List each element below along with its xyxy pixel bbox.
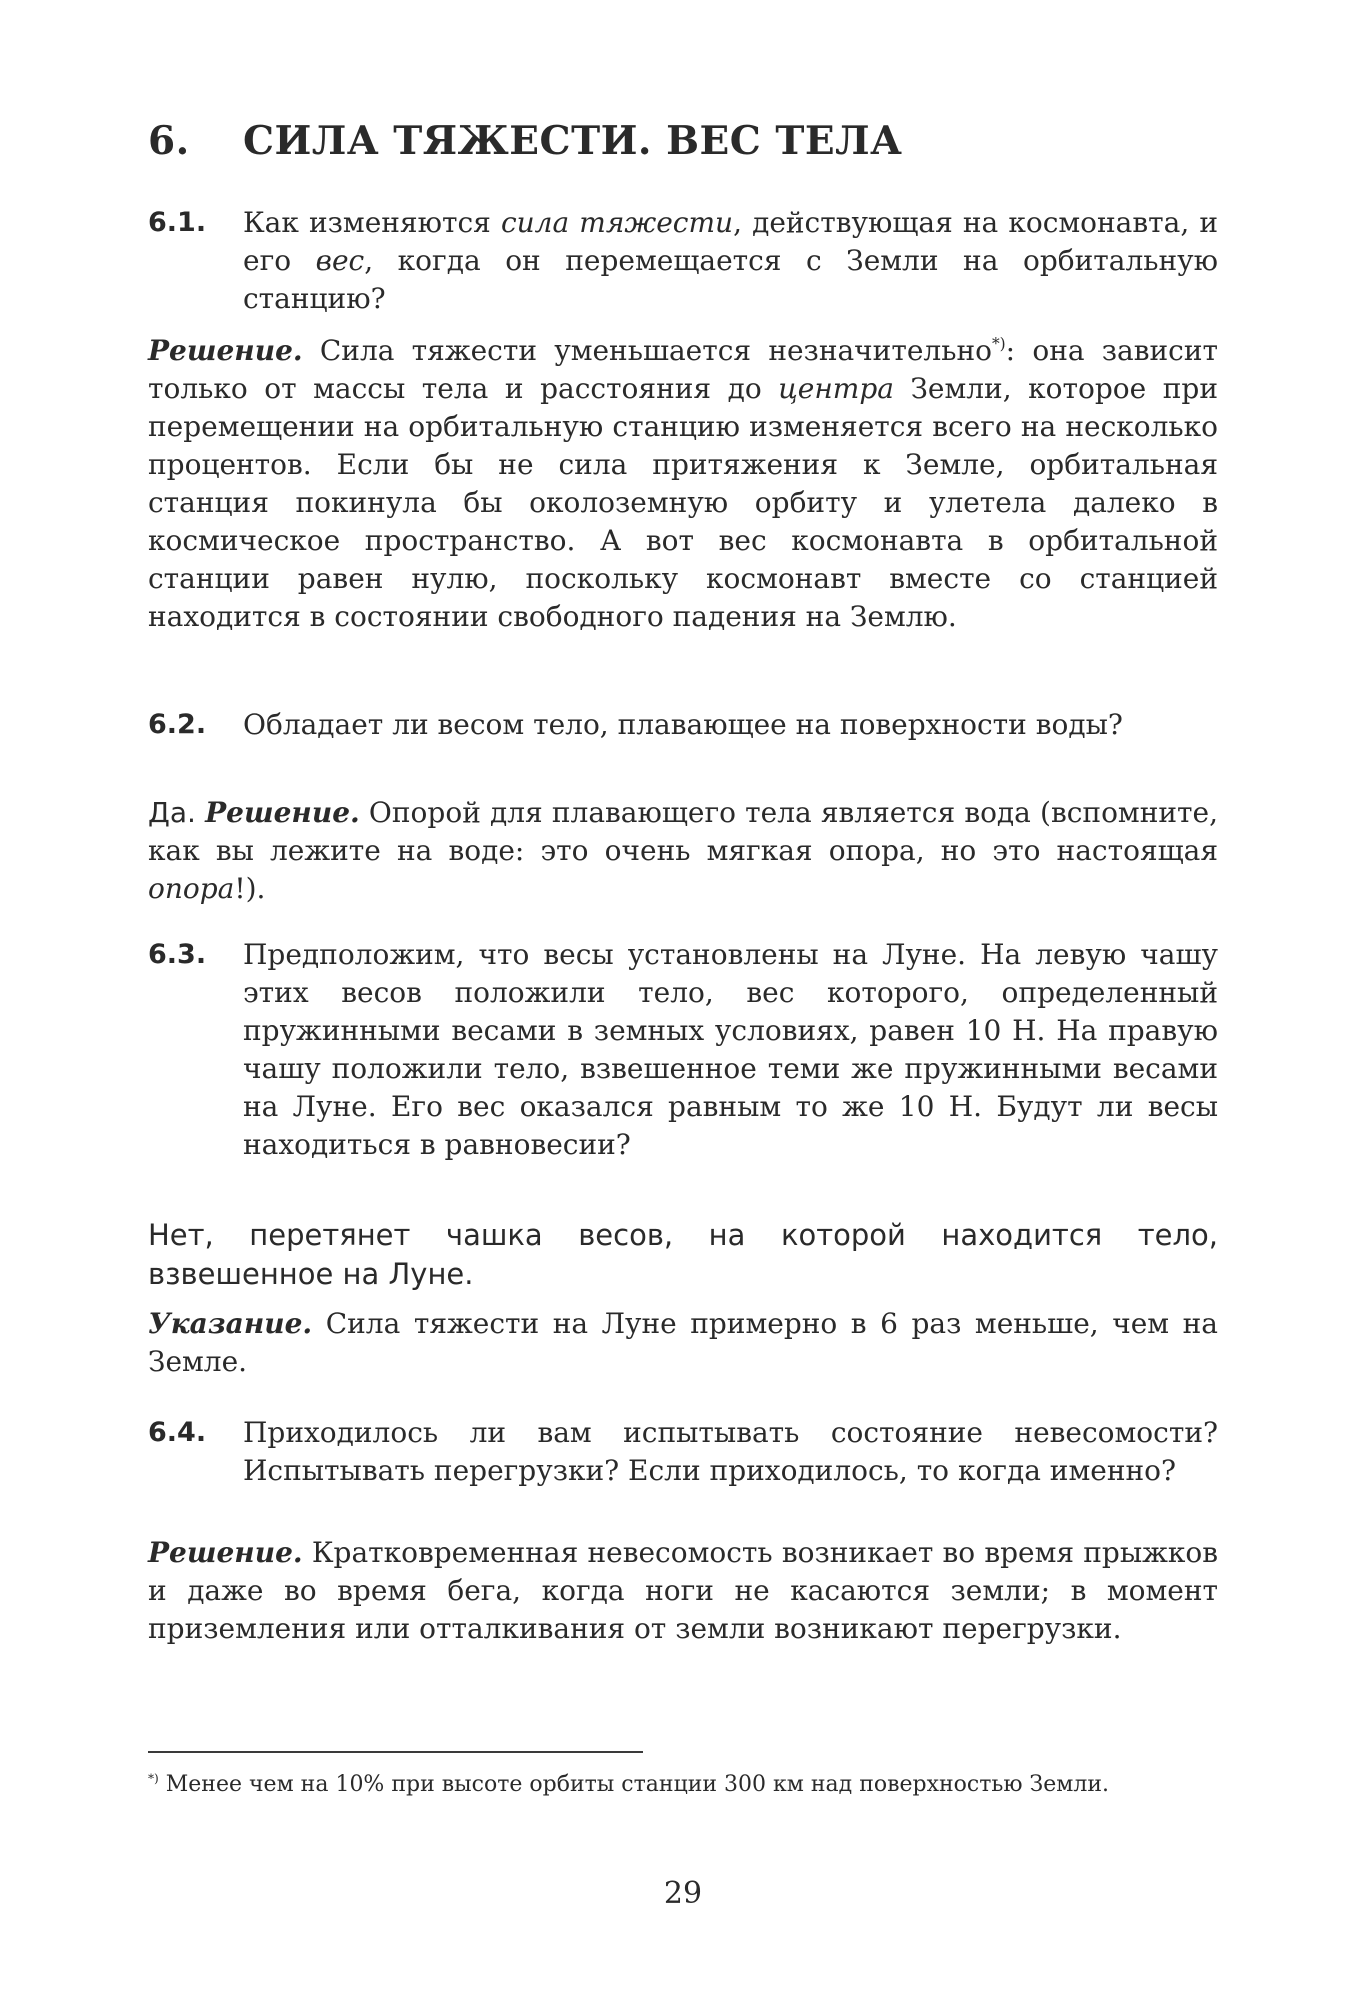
page-number: 29: [663, 1876, 703, 1911]
problem-6-3-hint: [148, 1305, 1218, 1381]
solution-label: Решение.: [148, 334, 303, 367]
problem-6-3-answer: Нет, перетянет чашка весов, на которой находится тело, взвешенное на Луне.: [148, 1218, 1218, 1291]
problem-6-1-solution: [148, 332, 1218, 636]
solution-label: Решение.: [205, 796, 360, 829]
chapter-title: [148, 118, 902, 164]
problem-number: 6.2.: [148, 709, 207, 740]
footnote-ref: *): [991, 335, 1006, 354]
term-gravity: сила тяжести: [500, 206, 734, 239]
term-weight: вес: [315, 244, 365, 277]
term-center: центра: [778, 372, 894, 405]
problem-6-3-question: [148, 936, 1218, 1164]
question-text: Обладает ли весом тело, плавающее на поверхности воды?: [243, 708, 1123, 741]
chapter-number: 6.: [148, 118, 190, 164]
problem-6-1-question: [148, 204, 1218, 318]
problem-6-4-question: [148, 1414, 1218, 1490]
question-text: , когда он перемещается с Земли на орбитальную станцию?: [243, 244, 1218, 315]
footnote: [148, 1769, 1218, 1800]
problem-number: 6.4.: [148, 1417, 207, 1448]
footnote-divider: [148, 1751, 643, 1753]
hint-text: Сила тяжести на Луне примерно в 6 раз меньше, чем на Земле.: [148, 1307, 1218, 1378]
problem-6-4-solution: [148, 1534, 1218, 1648]
solution-label: Решение.: [148, 1536, 303, 1569]
footnote-mark: *): [148, 1771, 159, 1786]
solution-text: !).: [234, 872, 266, 905]
term-support: опора: [148, 872, 235, 905]
problem-6-2-question: [148, 706, 1218, 744]
footnote-text: Менее чем на 10% при высоте орбиты станции 300 км над поверхностью Земли.: [158, 1772, 1109, 1797]
chapter-title-text: СИЛА ТЯЖЕСТИ. ВЕС ТЕЛА: [243, 118, 903, 164]
hint-label: Указание.: [148, 1307, 313, 1340]
problem-number: 6.3.: [148, 939, 207, 970]
problem-number: 6.1.: [148, 207, 207, 238]
question-text: Как изменяются: [243, 206, 501, 239]
question-text: Приходилось ли вам испытывать состояние невесомости? Испытывать перегрузки? Если приходилось, то когда именно?: [243, 1416, 1218, 1487]
solution-text: Земли, которое при перемещении на орбитальную станцию изменяется всего на несколько процентов. Если бы не сила притяжения к Земле, орбитальная станция покинула бы околоземную орбиту и улетела далеко в космическое пространство. А вот вес космонавта в орбитальной станции равен нулю, поскольку космонавт вместе со станцией находится в состоянии свободного падения на Землю.: [148, 372, 1218, 633]
solution-text: Кратковременная невесомость возникает во время прыжков и даже во время бега, когда ноги не касаются земли; в момент приземления или отталкивания от земли возникают перегрузки.: [148, 1536, 1218, 1645]
solution-text: Опорой для плавающего тела является вода (вспомните, как вы лежите на воде: это очень мягкая опора, но это настоящая: [148, 796, 1218, 867]
answer: Да.: [148, 796, 196, 829]
solution-text: : она зависит только от массы тела и расстояния до: [148, 334, 1218, 405]
question-text: Предположим, что весы установлены на Луне. На левую чашу этих весов положили тело, вес которого, определенный пружинными весами в земных условиях, равен 10 Н. На правую чашу положили тело, взвешенное теми же пружинными весами на Луне. Его вес оказался равным то же 10 Н. Будут ли весы находиться в равновесии?: [243, 938, 1218, 1161]
problem-6-2-solution: [148, 794, 1218, 908]
solution-text: Сила тяжести уменьшается незначительно: [302, 334, 992, 367]
question-text: , действующая на космонавта, и его: [243, 206, 1219, 277]
